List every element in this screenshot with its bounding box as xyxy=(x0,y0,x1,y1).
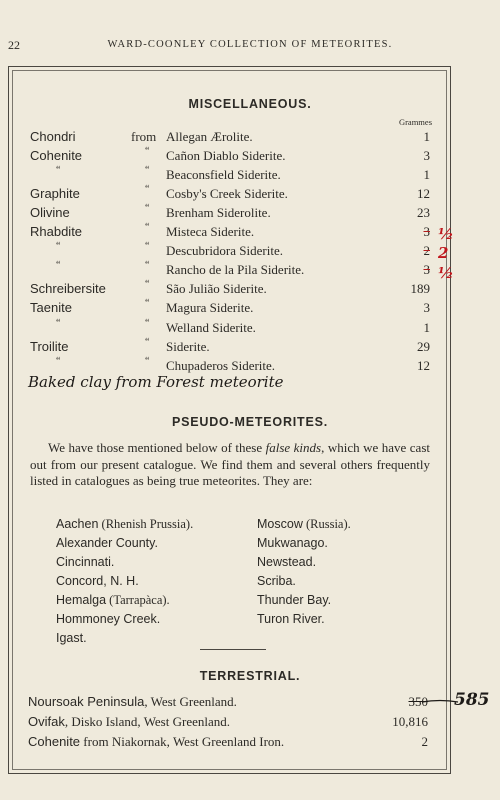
terrestrial-heading: TERRESTRIAL. xyxy=(199,669,301,683)
meteorite-name: Magura Siderite. xyxy=(166,300,254,316)
table-row xyxy=(0,336,500,358)
meteorite-name: São Julião Siderite. xyxy=(166,281,267,297)
handwritten-note: Baked clay from Forest meteorite xyxy=(28,373,284,391)
meteorite-name: Siderite. xyxy=(166,338,210,354)
from-label: “ xyxy=(145,165,150,177)
terrestrial-entry xyxy=(28,734,284,750)
list-item xyxy=(257,534,351,553)
locality-name: Aachen xyxy=(56,517,99,531)
locality-name: Cincinnati. xyxy=(56,555,115,569)
section-divider xyxy=(200,649,266,650)
from-label: “ xyxy=(145,184,150,196)
from-label: “ xyxy=(145,203,150,215)
list-item xyxy=(56,629,193,648)
from-label: “ xyxy=(145,279,150,291)
locality-name: Mukwanago. xyxy=(257,536,328,550)
grams-value: 189 xyxy=(410,281,430,297)
locality-note: (Russia). xyxy=(302,517,351,531)
handwritten-correction: 585 xyxy=(454,690,490,710)
meteorite-name: Rancho de la Pila Siderite. xyxy=(166,262,305,278)
meteorite-name: Misteca Siderite. xyxy=(166,224,255,240)
terrestrial-detail: , West Greenland. xyxy=(144,694,237,709)
list-item xyxy=(56,515,193,534)
mineral-name: Cohenite xyxy=(30,148,83,164)
correction-annotation: ½ xyxy=(438,264,454,282)
meteorite-name: Welland Siderite. xyxy=(166,319,256,335)
locality-note: (Tarrapàca). xyxy=(106,593,170,607)
pseudo-meteorites-heading: PSEUDO-METEORITES. xyxy=(171,415,329,429)
terrestrial-entry xyxy=(28,714,230,730)
table-row xyxy=(0,243,500,262)
running-head xyxy=(0,38,500,54)
table-row xyxy=(0,714,500,734)
pseudo-list-right xyxy=(257,515,351,629)
table-row xyxy=(0,205,500,224)
locality-name: Igast. xyxy=(56,631,87,645)
list-item xyxy=(56,591,193,610)
from-label: “ xyxy=(145,222,150,234)
list-item xyxy=(257,572,351,591)
table-row xyxy=(0,148,500,167)
grams-column-label: Grammes xyxy=(398,117,432,127)
grams-value: 10,816 xyxy=(392,714,428,729)
miscellaneous-heading: MISCELLANEOUS. xyxy=(188,97,312,111)
locality-name: Hemalga xyxy=(56,593,107,607)
locality-name: Hommoney Creek. xyxy=(56,612,161,626)
grams-value: 3 xyxy=(423,224,430,240)
table-row xyxy=(0,167,500,186)
meteorite-name: Beaconsfield Siderite. xyxy=(166,167,281,183)
mineral-name: “ xyxy=(56,241,61,253)
locality-name: Scriba. xyxy=(257,574,296,588)
terrestrial-detail: , Disko Island, West Greenland. xyxy=(64,714,230,729)
para-emphasis: false kinds xyxy=(265,440,322,455)
correction-annotation: ½ xyxy=(438,225,454,243)
table-row xyxy=(0,281,500,300)
meteorite-name: Brenham Siderolite. xyxy=(166,205,271,221)
para-text: We have those mentioned below of these xyxy=(48,440,266,455)
mineral-name: Troilite xyxy=(30,338,69,354)
page-number: 22 xyxy=(8,38,20,52)
list-item xyxy=(56,534,193,553)
locality-name: Concord, N. H. xyxy=(56,574,139,588)
terrestrial-name: Ovifak xyxy=(28,714,65,729)
correction-annotation: 2 xyxy=(438,244,449,262)
list-item xyxy=(56,572,193,591)
running-title: WARD-COONLEY COLLECTION OF METEORITES. xyxy=(107,39,393,50)
from-label: “ xyxy=(145,260,150,272)
table-row xyxy=(0,262,500,281)
locality-name: Thunder Bay. xyxy=(257,593,332,607)
terrestrial-entry xyxy=(28,694,237,710)
grams-value: 1 xyxy=(423,167,430,183)
mineral-name: Olivine xyxy=(30,205,70,221)
meteorite-name: Cosby's Creek Siderite. xyxy=(166,186,288,202)
table-row xyxy=(0,224,500,243)
table-row xyxy=(0,300,500,319)
grams-value: 3 xyxy=(423,300,430,316)
terrestrial-name: Cohenite xyxy=(28,734,81,749)
locality-name: Turon River. xyxy=(257,612,325,626)
list-item xyxy=(257,610,351,629)
mineral-name: “ xyxy=(56,260,61,272)
grams-value: 2 xyxy=(421,734,428,749)
grams-value: 1 xyxy=(423,129,430,144)
locality-name: Alexander County. xyxy=(56,536,158,550)
list-item xyxy=(56,610,193,629)
from-label: from xyxy=(131,129,157,144)
table-row xyxy=(0,317,500,339)
mineral-name: Taenite xyxy=(30,300,72,316)
locality-note: (Rhenish Prussia). xyxy=(98,517,194,531)
mineral-name: Graphite xyxy=(30,186,80,202)
grams-value: 23 xyxy=(417,205,430,221)
table-row xyxy=(0,734,500,754)
list-item xyxy=(257,553,351,572)
locality-name: Newstead. xyxy=(257,555,317,569)
pseudo-list-left xyxy=(56,515,193,648)
grams-value: 12 xyxy=(417,357,430,373)
list-item xyxy=(257,515,351,534)
from-label: “ xyxy=(145,146,150,158)
from-label: “ xyxy=(145,241,150,253)
grams-value: 29 xyxy=(417,338,430,354)
from-label: “ xyxy=(145,317,150,329)
mineral-name: Rhabdite xyxy=(30,224,83,240)
from-label: “ xyxy=(145,336,150,348)
meteorite-name: Chupaderos Siderite. xyxy=(166,357,276,373)
locality-name: Moscow xyxy=(257,517,303,531)
mineral-name: “ xyxy=(56,165,61,177)
grams-value: 350 xyxy=(408,694,428,709)
grams-value: 3 xyxy=(423,148,430,164)
grams-value: 1 xyxy=(423,319,430,335)
terrestrial-name: Noursoak Peninsula xyxy=(28,694,145,709)
terrestrial-detail: from Niakornak, West Greenland Iron. xyxy=(80,734,285,749)
grams-value: 12 xyxy=(417,186,430,202)
meteorite-name: Descubridora Siderite. xyxy=(166,243,283,259)
mineral-name: “ xyxy=(56,317,61,329)
mineral-name: “ xyxy=(56,355,61,367)
pseudo-intro-paragraph xyxy=(30,440,430,490)
grams-value: 3 xyxy=(423,262,430,278)
para-text: , which we have cast out from our present catalogue. We find them and several others frequently listed in catalogues as being true meteorites. They are: xyxy=(30,440,431,488)
list-item xyxy=(257,591,351,610)
table-row xyxy=(0,129,500,148)
list-item xyxy=(56,553,193,572)
table-row xyxy=(0,186,500,205)
mineral-name: Schreibersite xyxy=(30,281,106,297)
meteorite-name: Allegan Ærolite. xyxy=(166,129,253,144)
from-label: “ xyxy=(145,298,150,310)
meteorite-name: Cañon Diablo Siderite. xyxy=(166,148,286,164)
grams-value: 2 xyxy=(423,243,430,259)
mineral-name: Chondri xyxy=(30,129,76,144)
from-label: “ xyxy=(145,355,150,367)
